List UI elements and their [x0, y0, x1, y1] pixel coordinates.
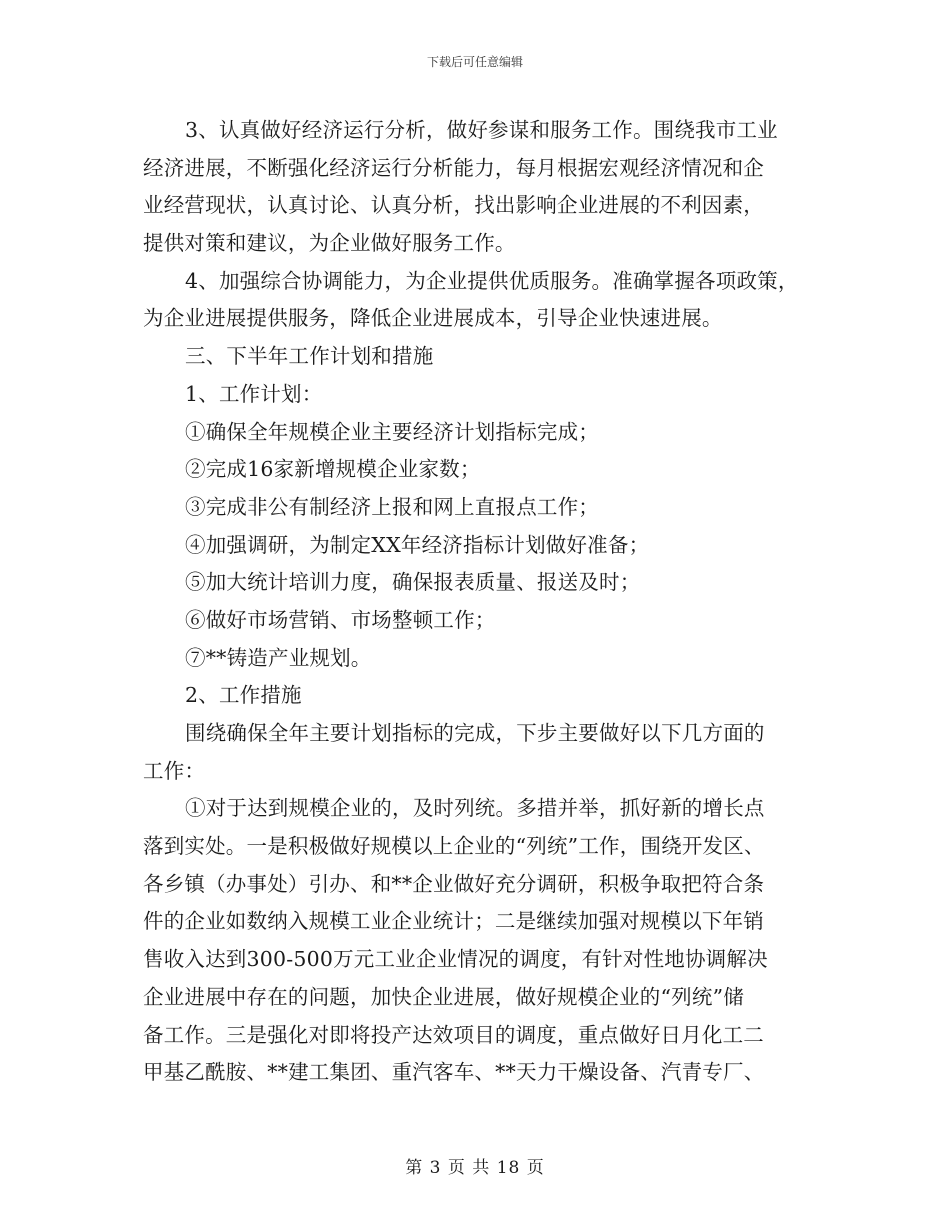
paragraph-line: 落到实处。一是积极做好规模以上企业的“列统”工作，围绕开发区、 [143, 834, 765, 859]
page-header: 下载后可任意编辑 [426, 55, 523, 69]
paragraph-line: 3、认真做好经济运行分析，做好参谋和服务工作。围绕我市工业 [185, 118, 778, 142]
paragraph-line: 工作： [143, 758, 206, 783]
paragraph-line: 备工作。三是强化对即将投产达效项目的调度，重点做好日月化工二 [143, 1022, 764, 1047]
section-heading: 三、下半年工作计划和措施 [185, 344, 434, 369]
paragraph-line: 围绕确保全年主要计划指标的完成，下步主要做好以下几方面的 [185, 721, 765, 745]
subsection-heading: 2、工作措施 [185, 683, 302, 708]
paragraph-line: 4、加强综合协调能力，为企业提供优质服务。准确掌握各项政策， [185, 268, 799, 293]
paragraph-line: 企业进展中存在的问题，加快企业进展，做好规模企业的“列统”储 [143, 984, 744, 1009]
page-footer: 第 3 页 共 18 页 [405, 1158, 545, 1178]
list-item: ⑦**铸造产业规划。 [185, 645, 372, 670]
list-item: ②完成16家新增规模企业家数； [185, 457, 481, 482]
list-item: ⑤加大统计培训力度，确保报表质量、报送及时； [185, 570, 641, 595]
document-body [143, 112, 813, 1092]
paragraph-line: 业经营现状，认真讨论、认真分析，找出影响企业进展的不利因素， [143, 193, 764, 218]
list-item: ⑥做好市场营销、市场整顿工作； [185, 607, 496, 632]
paragraph-line: 售收入达到300-500万元工业企业情况的调度，有针对性地协调解决 [143, 947, 768, 972]
paragraph-line: 甲基乙酰胺、**建工集团、重汽客车、**天力干燥设备、汽青专厂、 [143, 1060, 765, 1085]
paragraph-line: ①对于达到规模企业的，及时列统。多措并举，抓好新的增长点 [185, 796, 765, 821]
list-item: ④加强调研，为制定XX年经济指标计划做好准备； [185, 532, 650, 557]
list-item: ③完成非公有制经济上报和网上直报点工作； [185, 494, 599, 519]
subsection-heading: 1、工作计划： [185, 381, 323, 406]
paragraph-line: 件的企业如数纳入规模工业企业统计；二是继续加强对规模以下年销 [143, 909, 764, 934]
paragraph-line: 各乡镇（办事处）引办、和**企业做好充分调研，积极争取把符合条 [143, 871, 765, 896]
list-item: ①确保全年规模企业主要经济计划指标完成； [185, 419, 599, 444]
paragraph-line: 经济进展，不断强化经济运行分析能力，每月根据宏观经济情况和企 [143, 155, 764, 180]
paragraph-line: 提供对策和建议，为企业做好服务工作。 [143, 231, 516, 256]
paragraph-line: 为企业进展提供服务，降低企业进展成本，引导企业快速进展。 [143, 306, 723, 331]
